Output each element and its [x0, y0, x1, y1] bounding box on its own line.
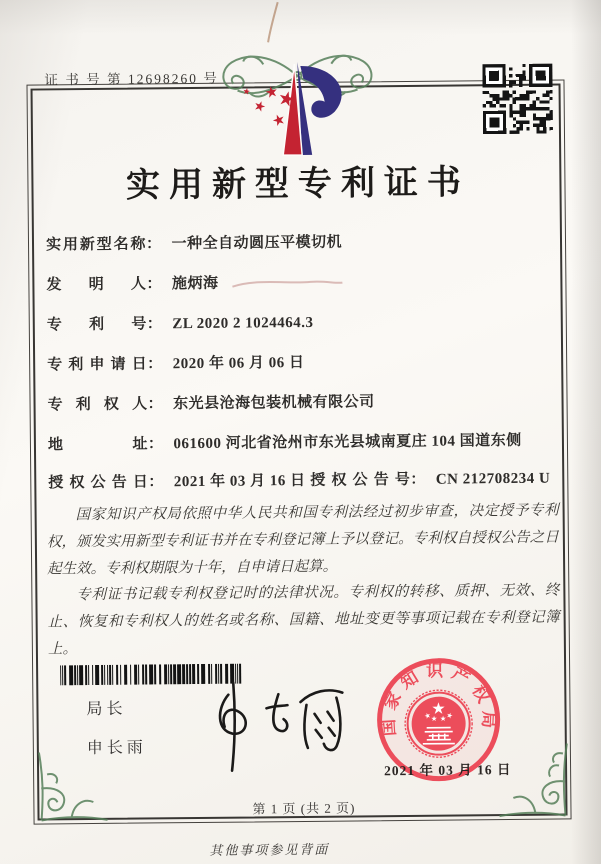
director-signature: [194, 672, 353, 778]
field-value: 2020 年 06 月 06 日: [172, 354, 305, 373]
field-value: 东光县沧海包装机械有限公司: [173, 394, 375, 413]
field-patent-number: 专利号： ZL 2020 2 1024464.3: [47, 309, 559, 335]
legal-paragraph-2: 专利证书记载专利权登记时的法律状况。专利权的转移、质押、无效、终止、恢复和专利权人的姓名或名称、国籍、地址变更等事项记载在专利登记簿上。: [47, 582, 560, 658]
field-patentee: 专利权人： 东光县沧海包装机械有限公司: [47, 394, 375, 414]
field-grant-date: 授权公告日： 2021 年 03 月 16 日: [48, 473, 305, 491]
field-label: 发明人: [46, 276, 147, 294]
qr-code: [482, 64, 553, 135]
field-label: 专利号: [46, 316, 147, 334]
field-label: 授权公告日: [48, 474, 149, 492]
field-invention-name: 实用新型名称： 一种全自动圆压平模切机: [46, 229, 558, 255]
field-value: ZL 2020 2 1024464.3: [172, 314, 314, 333]
field-address: 地址： 061600 河北省沧州市东光县城南夏庄 104 国道东侧: [47, 432, 522, 454]
legal-paragraph-1: 国家知识产权局依照中华人民共和国专利法经过初步审查，决定授予专利权，颁发实用新型专利证书并在专利登记簿上予以登记。专利权自授权公告之日起生效。专利权期限为十年，自申请日起算。: [46, 502, 559, 578]
seal-date: 2021 年 03 月 16 日: [384, 761, 512, 779]
field-filing-date: 专利申请日： 2020 年 06 月 06 日: [47, 349, 559, 375]
field-value: 一种全自动圆压平模切机: [171, 234, 343, 253]
field-label: 地址: [47, 436, 149, 454]
legal-text-block: [46, 498, 560, 664]
certificate-title: 实用新型专利证书: [125, 164, 471, 205]
field-value: CN 212708234 U: [435, 470, 551, 488]
seal-ring-text: 国家知识产权局: [378, 661, 499, 737]
back-side-note: 其他事项参见背面: [209, 841, 330, 858]
field-inventor: 发明人： 施炳海: [46, 269, 558, 295]
page-indicator: 第 1 页 (共 2 页): [252, 800, 356, 817]
field-label: 实用新型名称: [45, 236, 147, 254]
director-title: 局长: [86, 700, 127, 719]
director-name: 申长雨: [86, 739, 147, 758]
field-value: 2021 年 03 月 16 日: [173, 472, 306, 491]
field-label: 专利权人: [47, 396, 148, 414]
field-label: 专利申请日: [47, 356, 148, 374]
photo-scratch-artifact: [254, 0, 296, 44]
field-grant-number: 授权公告号： CN 212708234 U: [310, 467, 550, 490]
field-value: 施炳海: [171, 275, 219, 293]
certificate-number: 证 书 号 第 12698260 号: [44, 70, 219, 88]
field-value: 061600 河北省沧州市东光县城南夏庄 104 国道东侧: [173, 432, 522, 453]
redaction-scribble: [228, 275, 346, 292]
cnipa-logo-icon: [234, 57, 365, 162]
field-label: 授权公告号: [310, 471, 411, 489]
